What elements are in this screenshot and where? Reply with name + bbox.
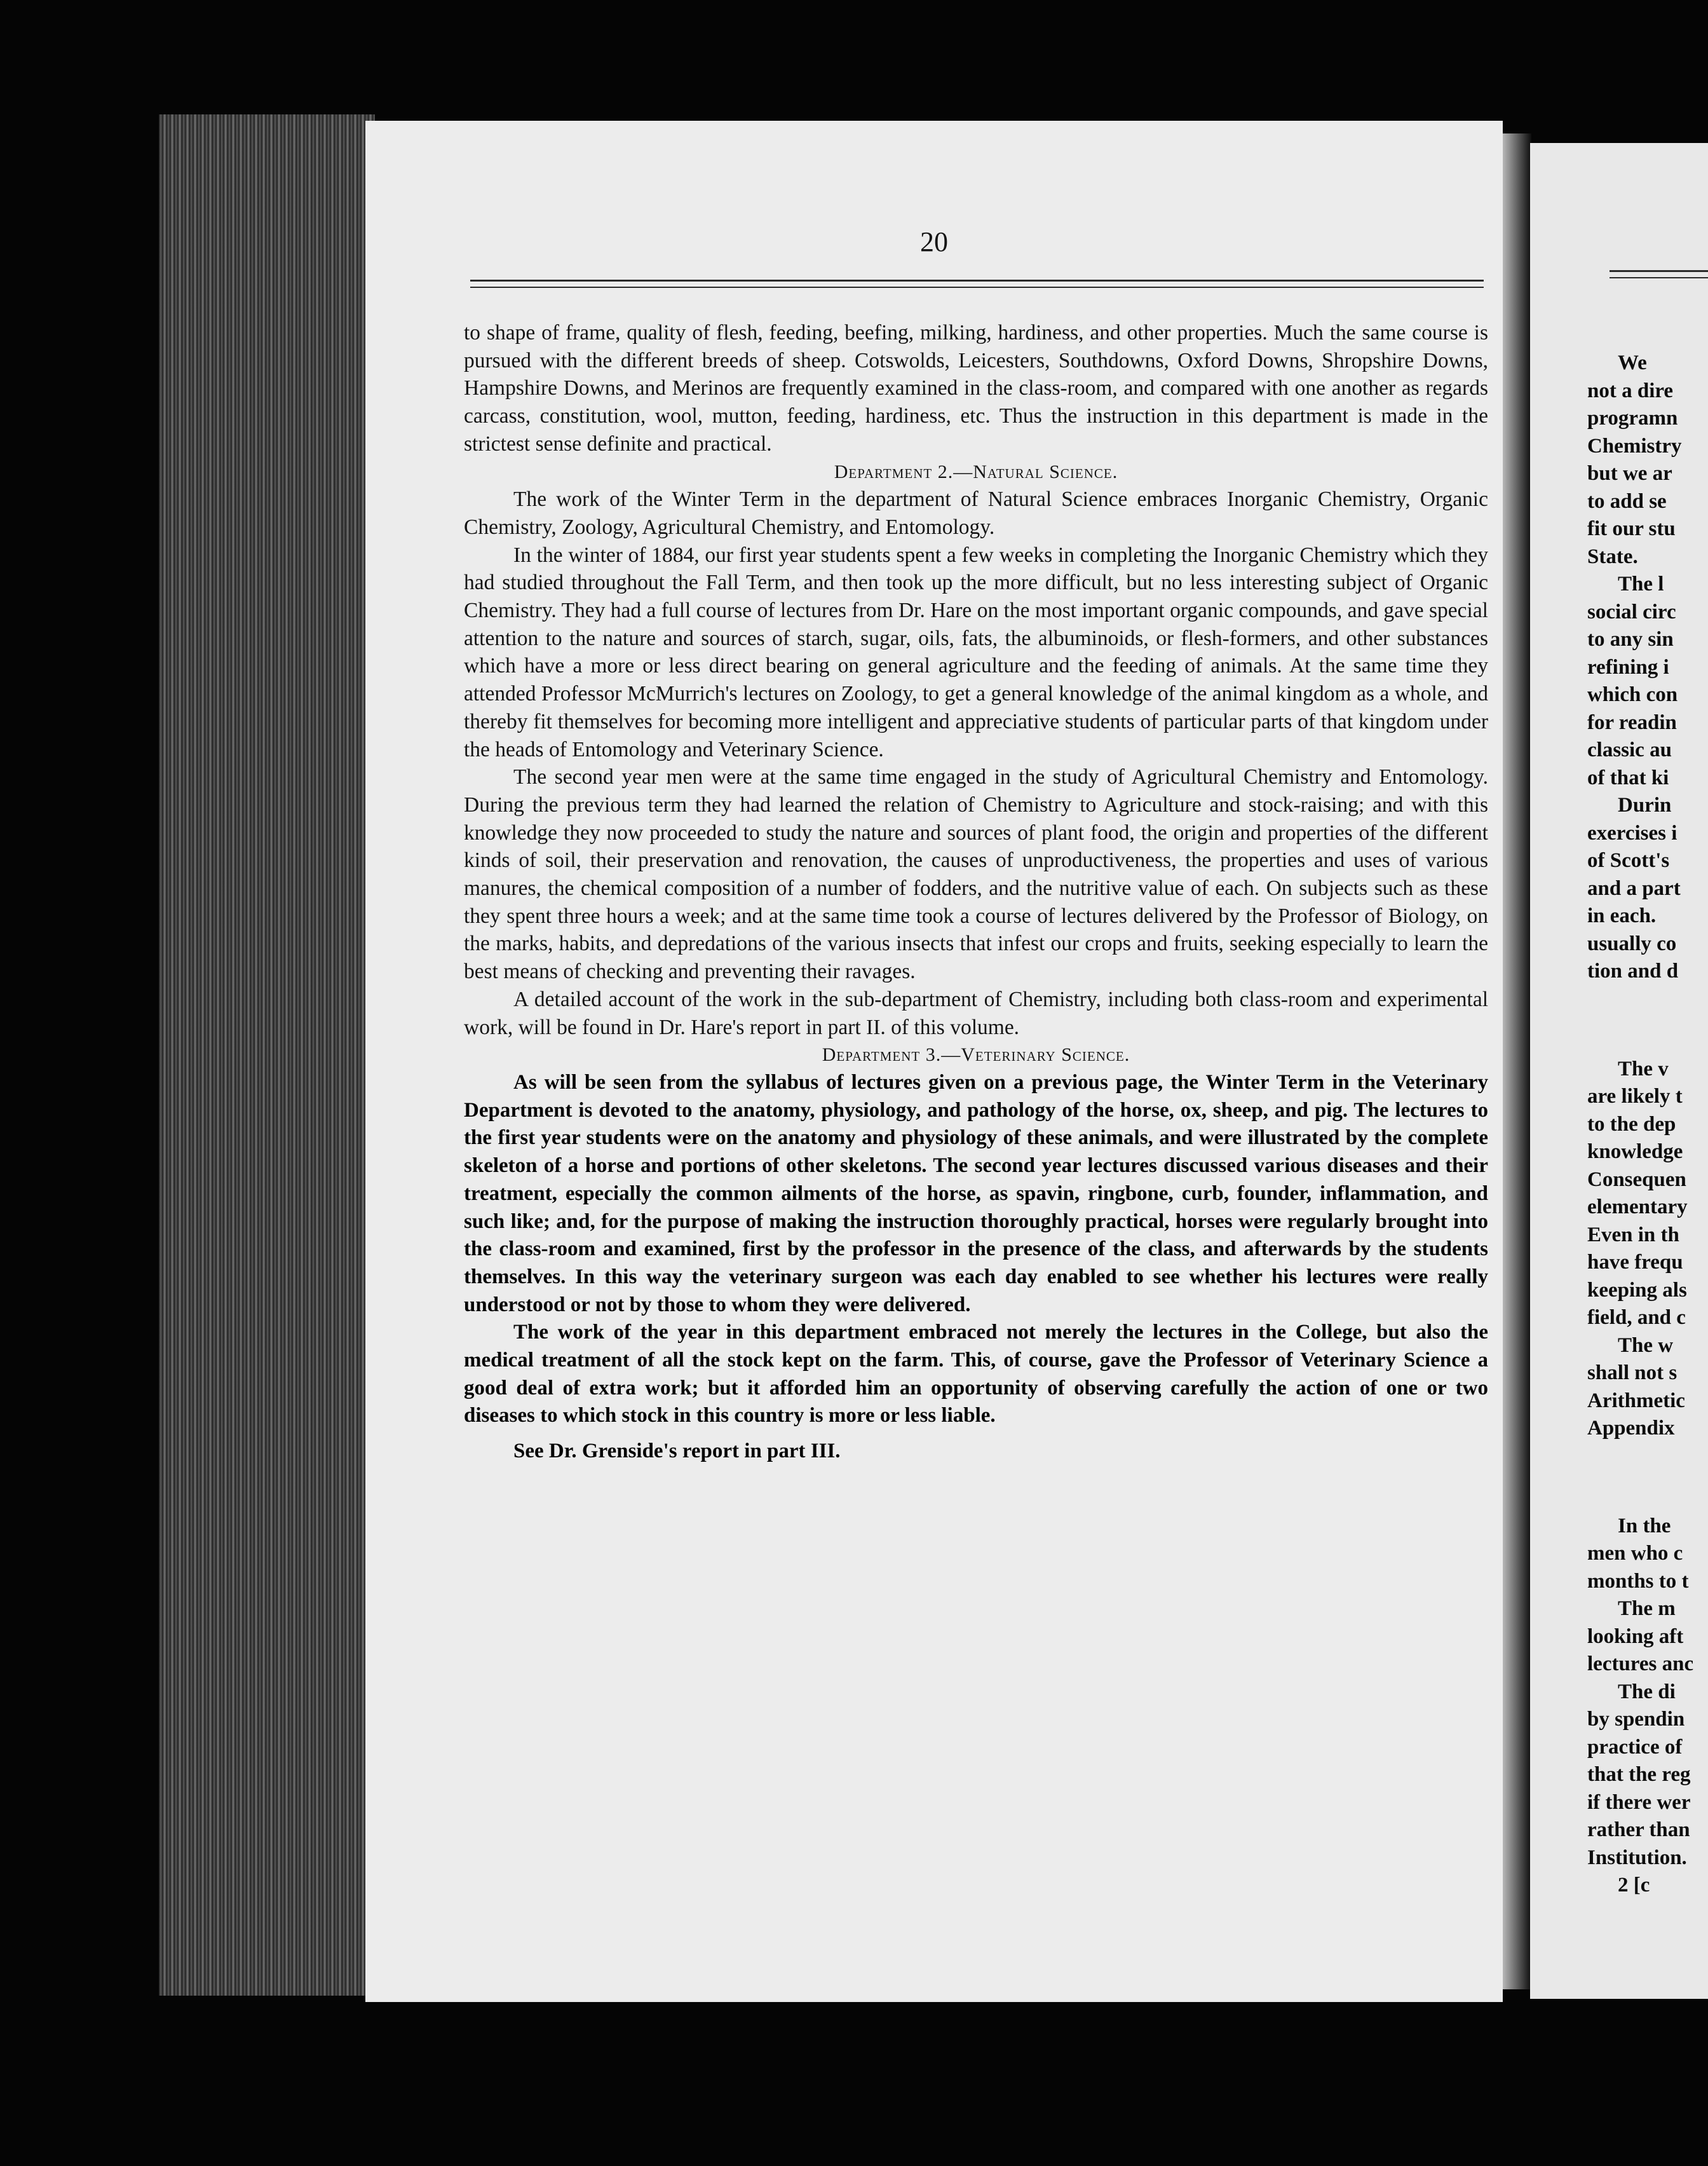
right-line: keeping als (1587, 1278, 1687, 1302)
right-line: have frequ (1587, 1251, 1683, 1274)
right-line: The v (1618, 1057, 1669, 1080)
right-line: State. (1587, 545, 1638, 568)
right-line: of Scott's (1587, 849, 1670, 872)
right-line: of that ki (1587, 766, 1669, 789)
right-line: exercises i (1587, 821, 1678, 845)
right-line: in each. (1587, 904, 1657, 927)
dept2-paragraph-2: In the winter of 1884, our first year students spent a few weeks in completing the Inorganic Chemistry which they had studied throughout the Fall Term, and then took up the more difficult, but no less interesting subject of Organic Chemistry. They had a full course of lectures from Dr. Hare on the most important organic compounds, and gave special attention to the nature and sources of starch, sugar, oils, fats, the albuminoids, or flesh-formers, and other substances which have a more or less direct bearing on general agriculture and the feeding of animals. At the same time they attended Professor McMurrich's lectures on Zoology, to get a general knowledge of the animal kingdom as a whole, and thereby fit themselves for becoming more intelligent and appreciative students of particular parts of that kingdom under the heads of Entomology and Veterinary Science. (464, 543, 1488, 761)
right-line: Institution. (1587, 1846, 1687, 1869)
right-line: elementary (1587, 1195, 1688, 1218)
right-line: are likely t (1587, 1085, 1683, 1108)
right-line: Chemistry (1587, 434, 1682, 458)
right-line: Consequen (1587, 1168, 1686, 1191)
right-line: which con (1587, 683, 1678, 706)
opening-paragraph: to shape of frame, quality of flesh, feeding, beefing, milking, hardiness, and other properties. Much the same course is pursued with the different breeds of sheep. Cotswolds, Leicesters, Southdowns, Oxford Downs, Shropshire Downs, Hampshire Downs, and Merinos are frequently examined in the class-room, and compared with one another as regards carcass, constitution, wool, mutton, feeding, hardiness, etc. Thus the instruction in this department is made in the strictest sense definite and practical. (464, 321, 1488, 456)
right-line: practice of (1587, 1735, 1683, 1759)
see-report-line: See Dr. Grenside's report in part III. (513, 1440, 841, 1463)
right-line: field, and c (1587, 1306, 1686, 1329)
book-gutter (1503, 133, 1531, 1989)
right-line: for readin (1587, 711, 1677, 734)
right-line: The m (1618, 1597, 1676, 1620)
dept3-paragraph-2: The work of the year in this department embraced not merely the lectures in the College, but also the medical treatment of all the stock kept on the farm. This, of course, gave the Professor of Veterinary Science a good deal of extra work; but it afforded him an opportunity of observing carefully the action of one or two diseases to which stock in this country is more or less liable. (464, 1321, 1488, 1427)
right-line: not a dire (1587, 379, 1674, 402)
right-line: rather than (1587, 1818, 1690, 1841)
body-text (464, 319, 1488, 1466)
header-rule (470, 280, 1484, 288)
right-line: and a part (1587, 876, 1681, 900)
dept2-paragraph-1: The work of the Winter Term in the department of Natural Science embraces Inorganic Chemistry, Organic Chemistry, Zoology, Agricultural Chemistry, and Entomology. (464, 487, 1488, 539)
right-line: if there wer (1587, 1790, 1691, 1814)
right-line: In the (1618, 1514, 1671, 1537)
right-line: social circ (1587, 600, 1676, 623)
right-line: shall not s (1587, 1361, 1678, 1384)
right-line: classic au (1587, 739, 1672, 761)
right-line: months to t (1587, 1569, 1689, 1593)
right-line: usually co (1587, 932, 1677, 955)
right-line: We (1618, 351, 1647, 374)
book-page-edges (159, 114, 375, 1996)
dept3-paragraph-1: As will be seen from the syllabus of lectures given on a previous page, the Winter Term in the Veterinary Department is devoted to the anatomy, physiology, and pathology of the horse, ox, sheep, and pig. The lectures to the first year students were on the anatomy and physiology of these animals, and were illustrated by the complete skeleton of a horse and portions of other skeletons. The second year lectures discussed various diseases and their treatment, especially the common ailments of the horse, as spavin, ringbone, curb, founder, inflammation, and such like; and, for the purpose of making the instruction thoroughly practical, horses were regularly brought into the class-room and examined, first by the professor in the presence of the class, and afterwards by the students themselves. In this way the veterinary surgeon was each day enabled to see whether his lectures were really understood or not by those to whom they were delivered. (464, 1070, 1488, 1316)
department-2-heading: Department 2.—Natural Science. (834, 461, 1118, 482)
dept2-paragraph-4: A detailed account of the work in the sub-department of Chemistry, including both class-room and experimental work, will be found in Dr. Hare's report in part II. of this volume. (464, 987, 1488, 1039)
left-page (365, 121, 1503, 2002)
right-line: that the reg (1587, 1763, 1691, 1786)
right-line: Arithmetic (1587, 1389, 1685, 1412)
right-line: to any sin (1587, 628, 1674, 651)
department-3-heading: Department 3.—Veterinary Science. (822, 1044, 1130, 1066)
page-number: 20 (920, 226, 948, 257)
right-line: fit our stu (1587, 517, 1676, 540)
right-line: by spendin (1587, 1708, 1685, 1731)
right-line: looking aft (1587, 1624, 1684, 1648)
right-line: Even in th (1587, 1223, 1679, 1246)
right-line: to add se (1587, 489, 1667, 513)
right-line: Appendix (1587, 1417, 1675, 1440)
dept2-paragraph-3: The second year men were at the same time engaged in the study of Agricultural Chemistry and Entomology. During the previous term they had learned the relation of Chemistry to Agriculture and stock-raising; and with this knowledge they now proceeded to study the nature and sources of plant food, the origin and properties of the different kinds of soil, their preservation and renovation, the causes of unproductiveness, the properties and uses of various manures, the chemical composition of a number of fodders, and the nutritive value of each. On subjects such as these they spent three hours a week; and at the same time took a course of lectures delivered by the Professor of Biology, on the marks, habits, and depredations of the various insects that infest our crops and fruits, seeking especially to learn the best means of checking and preventing their ravages. (464, 765, 1488, 984)
right-line: refining i (1587, 655, 1669, 679)
right-line: Durin (1618, 794, 1672, 817)
right-line: The w (1618, 1333, 1674, 1357)
right-page-header-rule (1610, 270, 1708, 278)
right-line: to the dep (1587, 1112, 1676, 1136)
right-line: lectures anc (1587, 1652, 1694, 1675)
right-line: but we ar (1587, 462, 1672, 485)
right-line: The di (1618, 1680, 1676, 1703)
right-line: knowledge (1587, 1140, 1683, 1163)
right-line: The l (1618, 573, 1664, 596)
right-page-fragment (1530, 143, 1708, 1999)
right-page-lines (1587, 350, 1693, 1900)
right-line: programn (1587, 407, 1678, 430)
right-line: tion and d (1587, 960, 1679, 983)
right-line: men who c (1587, 1542, 1683, 1565)
right-line: 2 [c (1618, 1874, 1650, 1897)
